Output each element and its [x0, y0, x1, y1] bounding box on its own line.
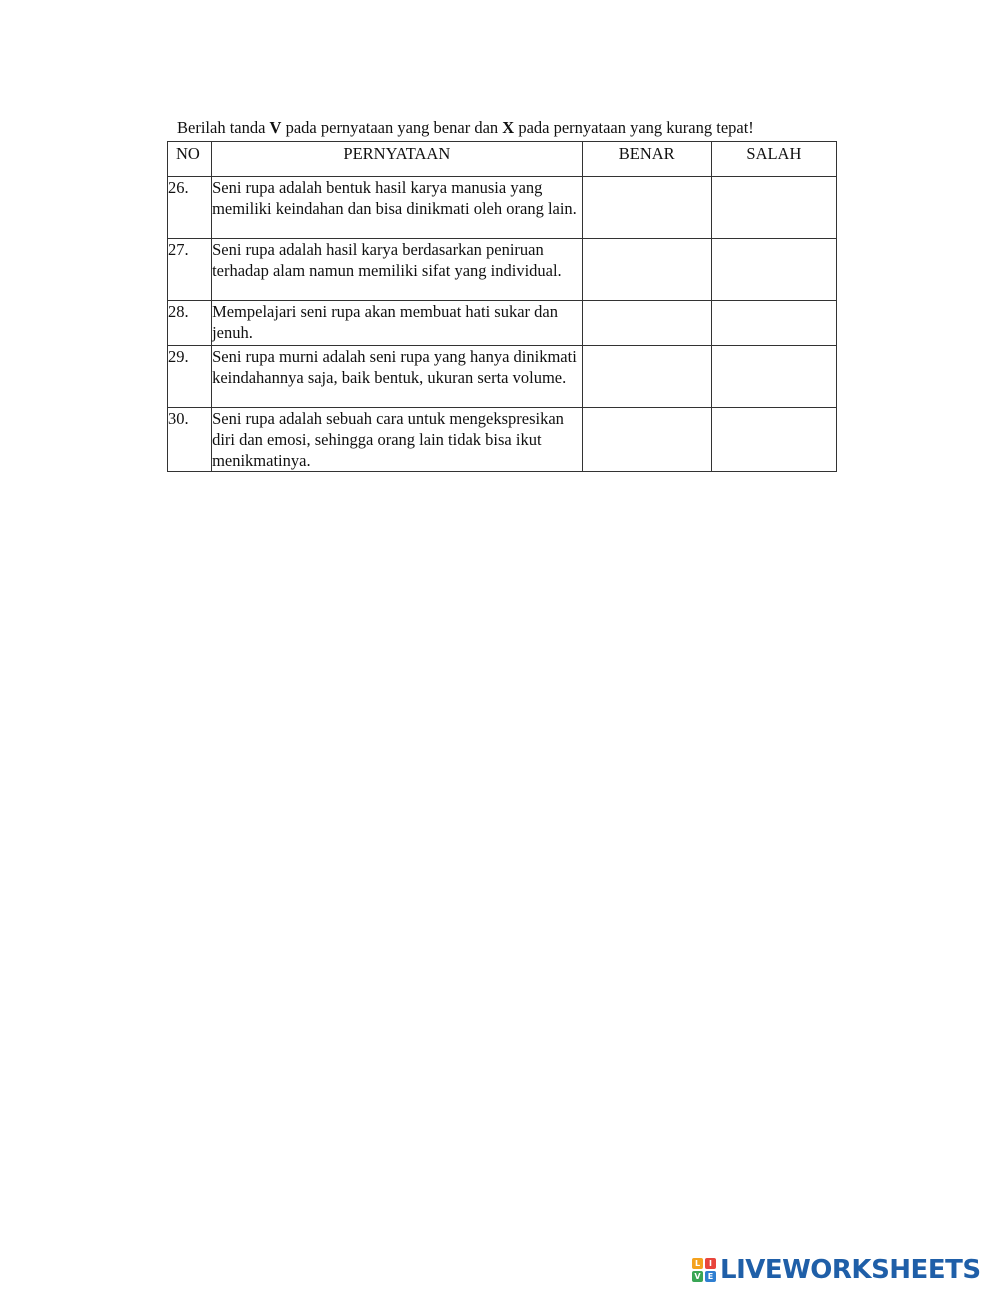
- row-statement: Seni rupa adalah sebuah cara untuk mengekspresikan diri dan emosi, sehingga orang lain tidak bisa ikut menikmatinya.: [212, 408, 583, 472]
- statement-table: [167, 141, 837, 472]
- table-row: [168, 346, 837, 408]
- header-no: NO: [168, 142, 212, 177]
- answer-cell-true[interactable]: [582, 408, 711, 472]
- answer-cell-false[interactable]: [711, 301, 836, 346]
- table-header-row: [168, 142, 837, 177]
- answer-cell-true[interactable]: [582, 301, 711, 346]
- table-row: [168, 239, 837, 301]
- row-statement: Seni rupa adalah bentuk hasil karya manusia yang memiliki keindahan dan bisa dinikmati oleh orang lain.: [212, 177, 583, 239]
- mark-false: X: [502, 118, 515, 137]
- logo-tile: V: [692, 1271, 703, 1282]
- row-statement: Seni rupa adalah hasil karya berdasarkan peniruan terhadap alam namun memiliki sifat yang individual.: [212, 239, 583, 301]
- table-row: [168, 177, 837, 239]
- row-number: 28.: [168, 301, 212, 346]
- instruction-part-2: pada pernyataan yang benar dan: [281, 118, 503, 137]
- mark-true: V: [269, 118, 282, 137]
- instruction-text: [177, 118, 754, 138]
- answer-cell-false[interactable]: [711, 408, 836, 472]
- answer-cell-false[interactable]: [711, 346, 836, 408]
- answer-cell-true[interactable]: [582, 177, 711, 239]
- row-number: 26.: [168, 177, 212, 239]
- answer-cell-true[interactable]: [582, 239, 711, 301]
- row-number: 30.: [168, 408, 212, 472]
- logo-tiles-icon: [692, 1258, 716, 1282]
- answer-cell-false[interactable]: [711, 239, 836, 301]
- instruction-part-1: Berilah tanda: [177, 118, 270, 137]
- header-false: SALAH: [711, 142, 836, 177]
- logo-text: LIVEWORKSHEETS: [720, 1255, 981, 1285]
- row-statement: Seni rupa murni adalah seni rupa yang hanya dinikmati keindahannya saja, baik bentuk, ukuran serta volume.: [212, 346, 583, 408]
- row-number: 27.: [168, 239, 212, 301]
- logo-tile: I: [705, 1258, 716, 1269]
- header-true: BENAR: [582, 142, 711, 177]
- liveworksheets-logo: [692, 1255, 981, 1285]
- instruction-part-3: pada pernyataan yang kurang tepat!: [514, 118, 754, 137]
- row-statement: Mempelajari seni rupa akan membuat hati sukar dan jenuh.: [212, 301, 583, 346]
- table-row: [168, 301, 837, 346]
- row-number: 29.: [168, 346, 212, 408]
- answer-cell-true[interactable]: [582, 346, 711, 408]
- logo-tile: E: [705, 1271, 716, 1282]
- logo-tile: L: [692, 1258, 703, 1269]
- header-statement: PERNYATAAN: [212, 142, 583, 177]
- answer-cell-false[interactable]: [711, 177, 836, 239]
- table-row: [168, 408, 837, 472]
